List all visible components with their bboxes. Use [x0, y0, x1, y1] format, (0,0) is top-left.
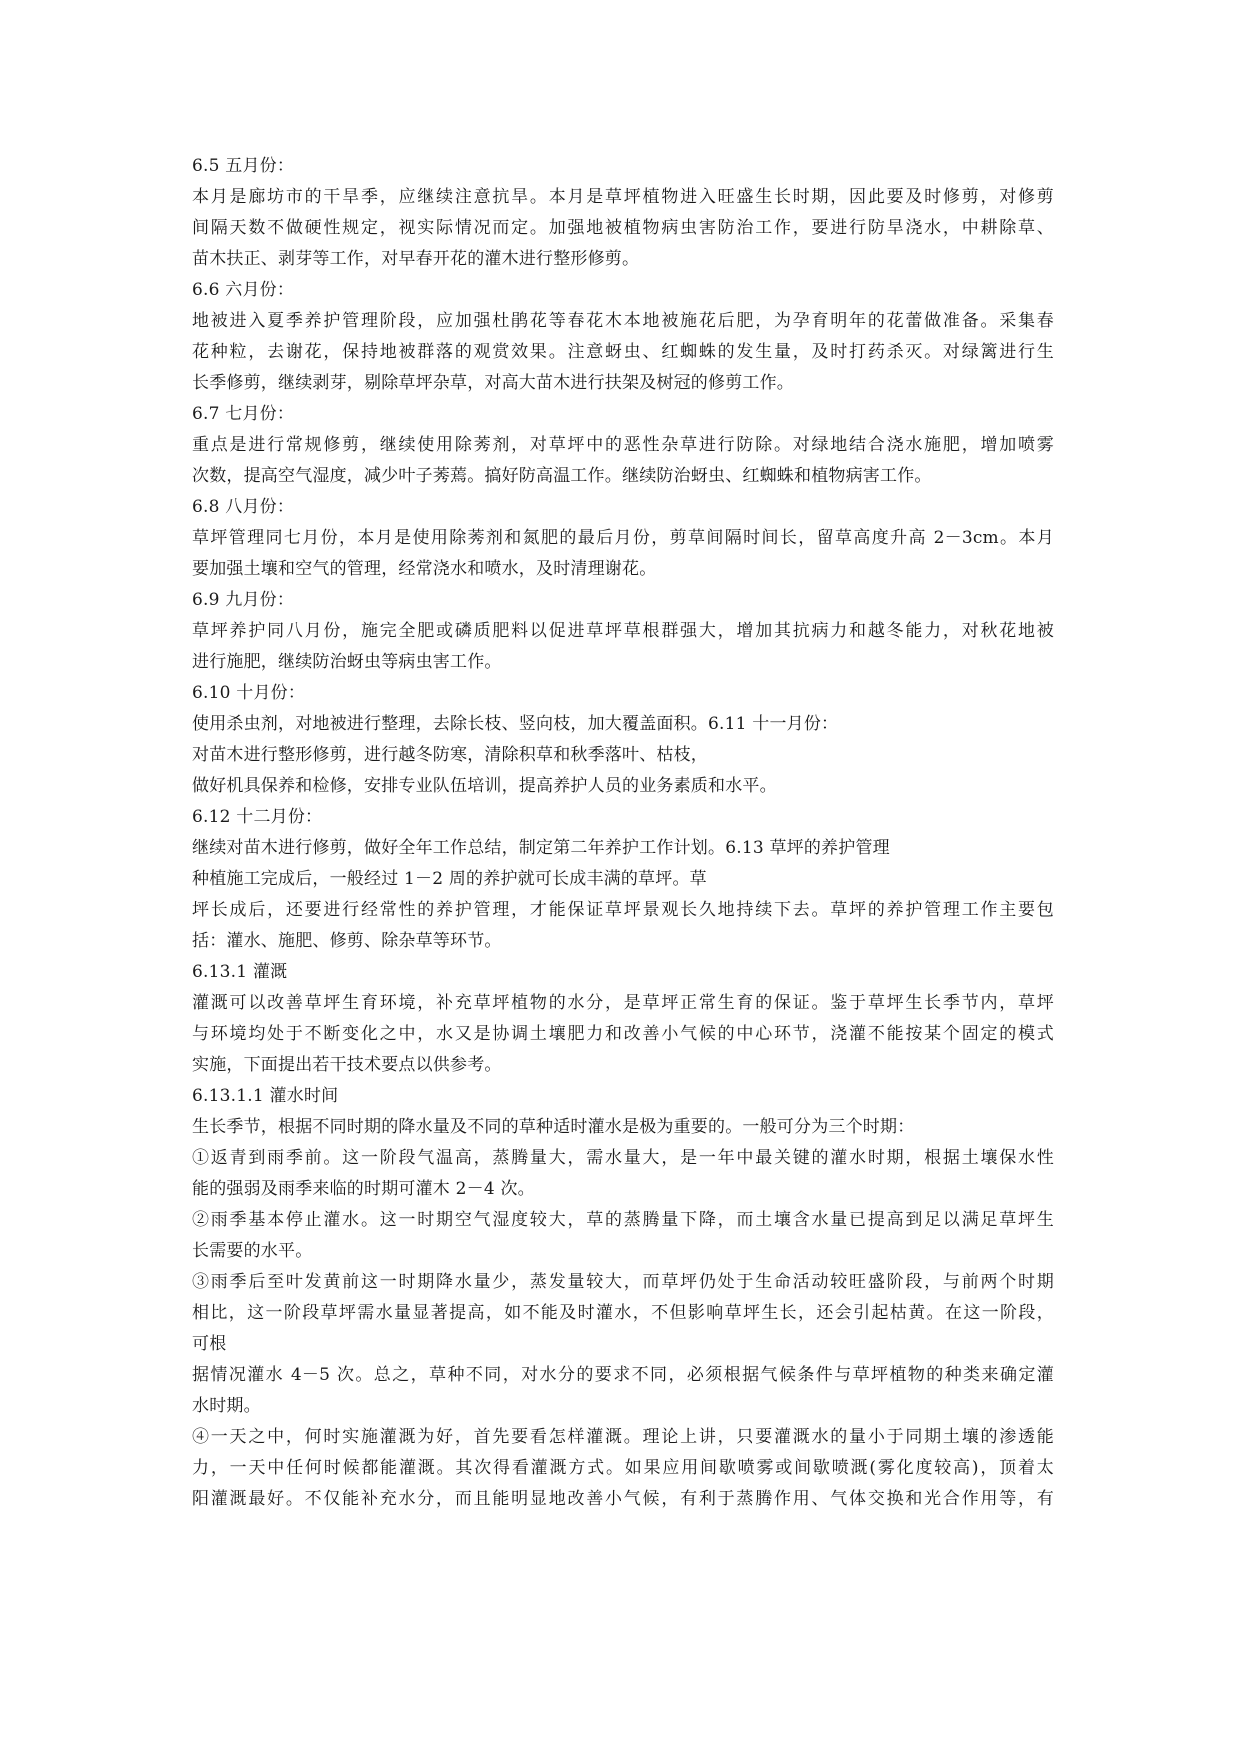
section-heading: 6.7 七月份： — [192, 404, 295, 424]
document-body — [192, 151, 1054, 1515]
text-line: 使用杀虫剂，对地被进行整理，去除长枝、竖向枝，加大覆盖面积。6.11 十一月份： — [192, 714, 839, 734]
text-line: 长季修剪，继续剥芽，剔除草坪杂草，对高大苗木进行扶架及树冠的修剪工作。 — [192, 373, 794, 393]
text-line: 本月是廊坊市的干旱季，应继续注意抗旱。本月是草坪植物进入旺盛生长时期，因此要及时修剪，对修剪 — [192, 187, 1054, 207]
text-line: 灌溉可以改善草坪生育环境，补充草坪植物的水分，是草坪正常生育的保证。鉴于草坪生长季节内，草坪 — [192, 993, 1054, 1013]
text-line: 据情况灌水 4－5 次。总之，草种不同，对水分的要求不同，必须根据气候条件与草坪植物的种类来确定灌 — [192, 1365, 1054, 1385]
text-line: ②雨季基本停止灌水。这一时期空气湿度较大，草的蒸腾量下降，而土壤含水量已提高到足以满足草坪生 — [192, 1210, 1054, 1230]
text-line: 相比，这一阶段草坪需水量显著提高，如不能及时灌水，不但影响草坪生长，还会引起枯黄。在这一阶段， — [192, 1303, 1054, 1323]
section-heading: 6.8 八月份： — [192, 497, 295, 517]
text-line: ③雨季后至叶发黄前这一时期降水量少，蒸发量较大，而草坪仍处于生命活动较旺盛阶段，与前两个时期 — [192, 1272, 1054, 1292]
text-line: 水时期。 — [192, 1396, 261, 1416]
text-line: 种植施工完成后，一般经过 1－2 周的养护就可长成丰满的草坪。草 — [192, 869, 707, 889]
text-line: 要加强土壤和空气的管理，经常浇水和喷水，及时清理谢花。 — [192, 559, 657, 579]
text-line: 苗木扶正、剥芽等工作，对早春开花的灌木进行整形修剪。 — [192, 249, 640, 269]
section-heading: 6.10 十月份： — [192, 683, 306, 703]
text-line: ①返青到雨季前。这一阶段气温高，蒸腾量大，需水量大，是一年中最关键的灌水时期，根据土壤保水性 — [192, 1148, 1054, 1168]
section-heading: 6.13.1 灌溉 — [192, 962, 288, 982]
text-line: 做好机具保养和检修，安排专业队伍培训，提高养护人员的业务素质和水平。 — [192, 776, 777, 796]
text-line: 间隔天数不做硬性规定，视实际情况而定。加强地被植物病虫害防治工作，要进行防旱浇水，中耕除草、 — [192, 218, 1054, 238]
text-line: 与环境均处于不断变化之中，水又是协调土壤肥力和改善小气候的中心环节，浇灌不能按某个固定的模式 — [192, 1024, 1054, 1044]
text-line: 阳灌溉最好。不仅能补充水分，而且能明显地改善小气候，有利于蒸腾作用、气体交换和光合作用等，有 — [192, 1489, 1054, 1509]
text-line: 草坪管理同七月份，本月是使用除莠剂和氮肥的最后月份，剪草间隔时间长，留草高度升高 2－3cm。本月 — [192, 528, 1054, 548]
text-line: 地被进入夏季养护管理阶段，应加强杜鹃花等春花木本地被施花后肥，为孕育明年的花蕾做准备。采集春 — [192, 311, 1054, 331]
text-line: 括：灌水、施肥、修剪、除杂草等环节。 — [192, 931, 502, 951]
text-line: 次数，提高空气湿度，减少叶子莠蔫。搞好防高温工作。继续防治蚜虫、红蜘蛛和植物病害工作。 — [192, 466, 932, 486]
section-heading: 6.5 五月份： — [192, 156, 295, 176]
text-line: 对苗木进行整形修剪，进行越冬防寒，清除积草和秋季落叶、枯枝， — [192, 745, 708, 765]
text-line: 生长季节，根据不同时期的降水量及不同的草种适时灌水是极为重要的。一般可分为三个时期： — [192, 1117, 915, 1137]
text-line: 花种粒，去谢花，保持地被群落的观赏效果。注意蚜虫、红蜘蛛的发生量，及时打药杀灭。对绿篱进行生 — [192, 342, 1054, 362]
text-line: 力，一天中任何时候都能灌溉。其次得看灌溉方式。如果应用间歇喷雾或间歇喷溉(雾化度较高)，顶着太 — [192, 1458, 1054, 1478]
text-line: 可根 — [192, 1334, 227, 1354]
text-line: 草坪养护同八月份，施完全肥或磷质肥料以促进草坪草根群强大，增加其抗病力和越冬能力，对秋花地被 — [192, 621, 1054, 641]
section-heading: 6.13.1.1 灌水时间 — [192, 1086, 339, 1106]
section-heading: 6.12 十二月份： — [192, 807, 323, 827]
text-line: 长需要的水平。 — [192, 1241, 313, 1261]
text-line: 能的强弱及雨季来临的时期可灌木 2－4 次。 — [192, 1179, 535, 1199]
text-line: 实施，下面提出若干技术要点以供参考。 — [192, 1055, 502, 1075]
section-heading: 6.9 九月份： — [192, 590, 295, 610]
text-line: 继续对苗木进行修剪，做好全年工作总结，制定第二年养护工作计划。6.13 草坪的养护管理 — [192, 838, 890, 858]
text-line: 坪长成后，还要进行经常性的养护管理，才能保证草坪景观长久地持续下去。草坪的养护管理工作主要包 — [192, 900, 1054, 920]
text-line: 重点是进行常规修剪，继续使用除莠剂，对草坪中的恶性杂草进行防除。对绿地结合浇水施肥，增加喷雾 — [192, 435, 1054, 455]
text-line: 进行施肥，继续防治蚜虫等病虫害工作。 — [192, 652, 502, 672]
section-heading: 6.6 六月份： — [192, 280, 295, 300]
text-line: ④一天之中，何时实施灌溉为好，首先要看怎样灌溉。理论上讲，只要灌溉水的量小于同期土壤的渗透能 — [192, 1427, 1054, 1447]
